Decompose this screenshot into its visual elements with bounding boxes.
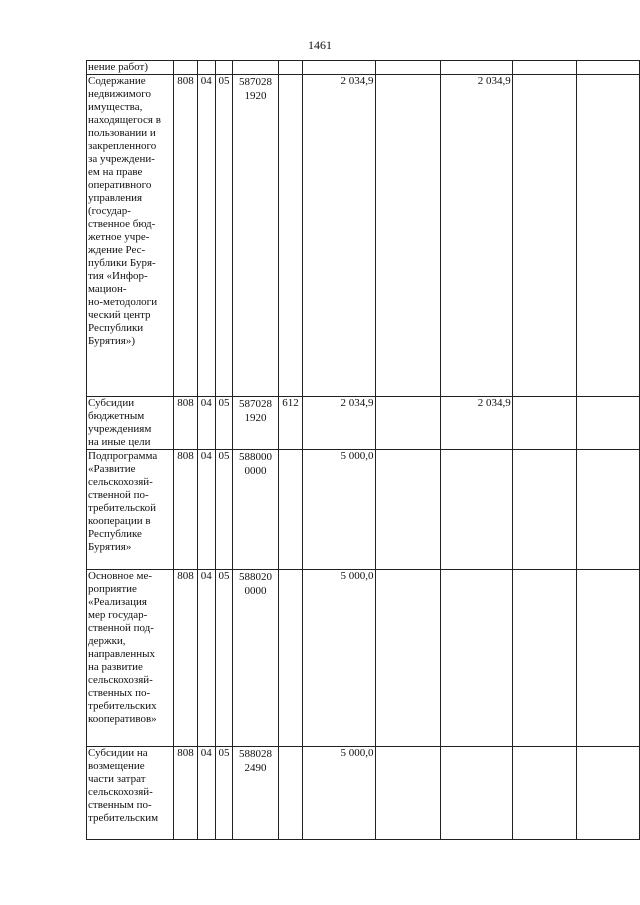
amount-col-1	[303, 61, 375, 75]
gr-code: 808	[174, 75, 198, 397]
vr-code	[278, 75, 303, 397]
gr-code: 808	[174, 570, 198, 747]
vr-code	[278, 61, 303, 75]
pr-code: 05	[215, 397, 233, 450]
gr-code: 808	[174, 450, 198, 570]
table-row	[87, 747, 640, 840]
row-description: Подпрограмма «Развитие сельскохозяй- ственной по- требительской кооперации в Республике Бурятия»	[87, 450, 174, 570]
amount-col-5	[576, 570, 639, 747]
amount-col-4	[512, 747, 576, 840]
pr-code: 05	[215, 570, 233, 747]
page-number: 1461	[308, 38, 332, 52]
amount-col-4	[512, 450, 576, 570]
pr-code: 05	[215, 450, 233, 570]
csr-code: 587028 1920	[233, 397, 278, 450]
amount-col-5	[576, 75, 639, 397]
pr-code: 05	[215, 747, 233, 840]
amount-col-4	[512, 397, 576, 450]
amount-col-4	[512, 570, 576, 747]
amount-col-3	[440, 747, 512, 840]
table-row	[87, 450, 640, 570]
row-description: Субсидии на возмещение части затрат сельскохозяй- ственным по- требительским	[87, 747, 174, 840]
amount-col-2	[375, 570, 440, 747]
row-description: Субсидии бюджетным учреждениям на иные цели	[87, 397, 174, 450]
rz-code: 04	[197, 450, 215, 570]
amount-col-2	[375, 61, 440, 75]
rz-code	[197, 61, 215, 75]
table-row	[87, 75, 640, 397]
amount-col-5	[576, 450, 639, 570]
gr-code: 808	[174, 397, 198, 450]
amount-col-2	[375, 747, 440, 840]
budget-table	[86, 60, 640, 840]
amount-col-1: 5 000,0	[303, 747, 375, 840]
csr-code: 588000 0000	[233, 450, 278, 570]
csr-code: 587028 1920	[233, 75, 278, 397]
amount-col-3: 2 034,9	[440, 75, 512, 397]
amount-col-3	[440, 61, 512, 75]
amount-col-4	[512, 75, 576, 397]
csr-code: 588020 0000	[233, 570, 278, 747]
row-description: нение работ)	[87, 61, 174, 75]
amount-col-5	[576, 61, 639, 75]
amount-col-5	[576, 747, 639, 840]
gr-code	[174, 61, 198, 75]
vr-code	[278, 570, 303, 747]
csr-code: 588028 2490	[233, 747, 278, 840]
row-description: Основное ме- роприятие «Реализация мер государ- ственной под- держки, направленных на развитие сельскохозяй- ственных по- требительских кооперативов»	[87, 570, 174, 747]
amount-col-2	[375, 450, 440, 570]
amount-col-4	[512, 61, 576, 75]
vr-code: 612	[278, 397, 303, 450]
pr-code	[215, 61, 233, 75]
vr-code	[278, 450, 303, 570]
rz-code: 04	[197, 75, 215, 397]
amount-col-2	[375, 397, 440, 450]
gr-code: 808	[174, 747, 198, 840]
csr-code	[233, 61, 278, 75]
amount-col-5	[576, 397, 639, 450]
amount-col-3	[440, 570, 512, 747]
rz-code: 04	[197, 747, 215, 840]
rz-code: 04	[197, 397, 215, 450]
amount-col-1: 5 000,0	[303, 570, 375, 747]
row-description: Содержание недвижимого имущества, находящегося в пользовании и закрепленного за учреждени- ем на праве оперативного управления (государ- ственное бюд- жетное учре- ждение Рес- публики Буря- тия «Инфор- мацион- но-методологи ческий центр Республики Бурятия»)	[87, 75, 174, 397]
rz-code: 04	[197, 570, 215, 747]
amount-col-1: 5 000,0	[303, 450, 375, 570]
amount-col-1: 2 034,9	[303, 397, 375, 450]
table-row	[87, 397, 640, 450]
table-row	[87, 570, 640, 747]
amount-col-2	[375, 75, 440, 397]
vr-code	[278, 747, 303, 840]
amount-col-3	[440, 450, 512, 570]
amount-col-1: 2 034,9	[303, 75, 375, 397]
table-row	[87, 61, 640, 75]
pr-code: 05	[215, 75, 233, 397]
amount-col-3: 2 034,9	[440, 397, 512, 450]
